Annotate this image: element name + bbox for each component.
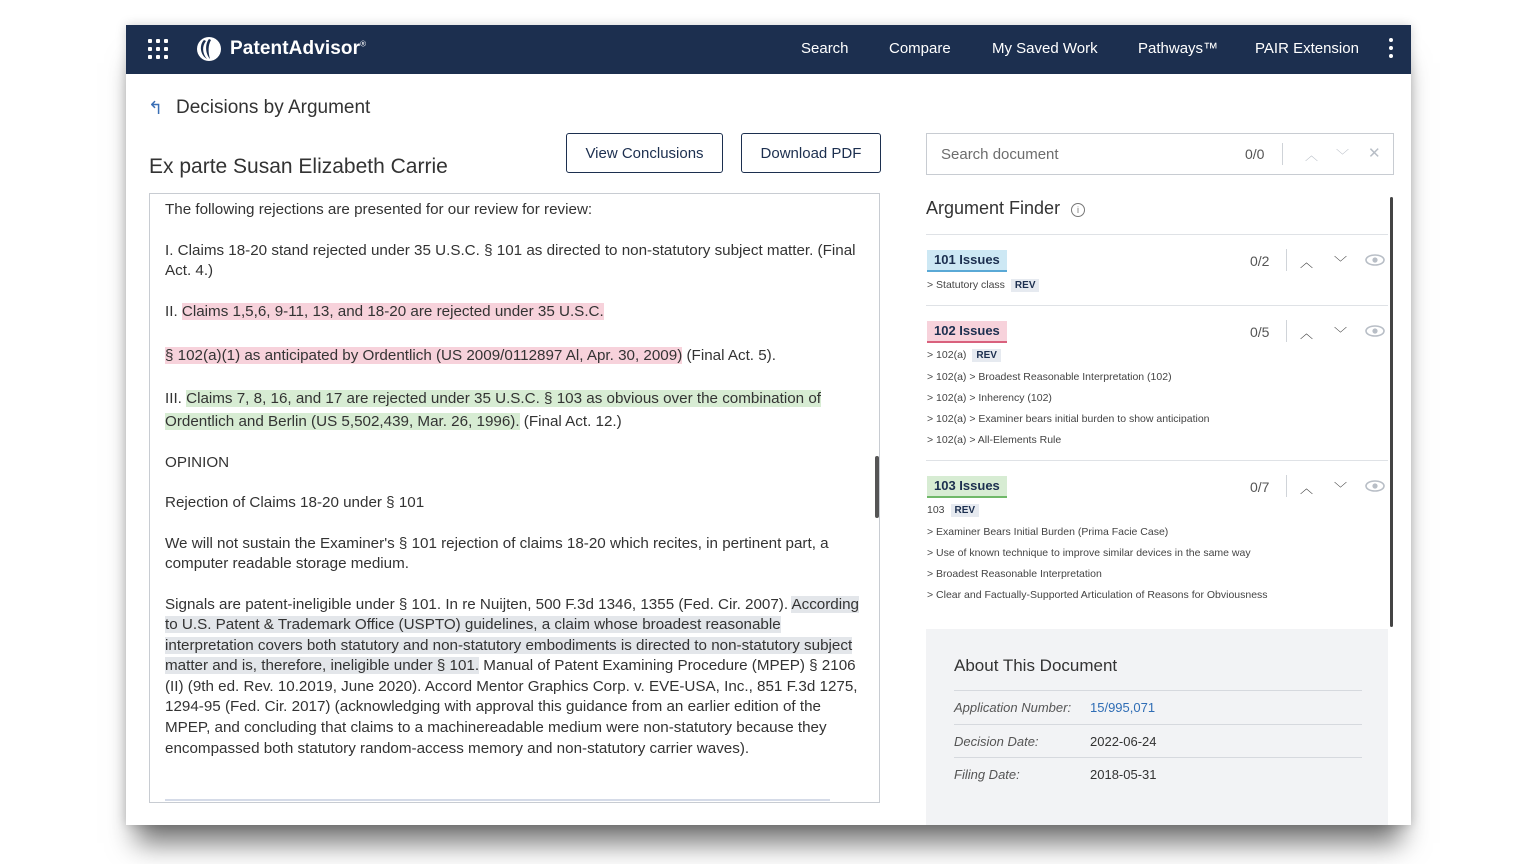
brand-registered-mark: ® <box>360 39 367 49</box>
argument-finder-scrollbar[interactable] <box>1390 197 1393 627</box>
back-arrow-icon[interactable]: ↰ <box>148 98 164 118</box>
doc-heading-opinion: OPINION <box>165 453 230 471</box>
search-document-box <box>926 133 1394 175</box>
issue-badge-102[interactable]: 102 Issues <box>927 321 1007 343</box>
filing-date-value: 2018-05-31 <box>1090 767 1157 782</box>
highlight-103[interactable]: Claims 7, 8, 16, and 17 are rejected under 35 U.S.C. § 103 as obvious over the combination of Ordentlich and Berlin (US 5,502,439, Mar. 26, 1996). <box>165 389 821 430</box>
next-match-icon[interactable]: ﹀ <box>1334 326 1348 341</box>
issue-count-101: 0/2 <box>1250 253 1270 269</box>
highlight-102[interactable]: § 102(a)(1) as anticipated by Ordentlich (US 2009/0112897 Al, Apr. 30, 2009) <box>165 347 683 364</box>
doc-text: (Final Act. 5). <box>682 347 776 364</box>
about-document-panel <box>926 629 1388 825</box>
top-nav-bar <box>126 25 1411 74</box>
document-viewer[interactable] <box>149 193 880 803</box>
issue-item[interactable]: > 102(a) > Inherency (102) <box>927 392 1052 404</box>
doc-paragraph: I. Claims 18-20 stand rejected under 35 U.S.C. § 101 as directed to non-statutory subject matter. (Final Act. 4.) <box>165 241 856 279</box>
eye-icon[interactable] <box>1365 254 1385 266</box>
rev-badge: REV <box>951 504 980 517</box>
highlight-101[interactable]: According to U.S. Patent & Trademark Office (USPTO) guidelines, a claim whose broadest reasonable interpretation covers both statutory and non-statutory embodiments is directed to non-statutory subject matter and is, therefore, ineligible under § 101. <box>165 595 860 675</box>
issue-item[interactable]: > Examiner Bears Initial Burden (Prima Facie Case) <box>927 526 1169 538</box>
patentadvisor-logo-icon <box>196 36 222 62</box>
document-text <box>165 200 865 759</box>
argument-finder-title: Argument Finder <box>926 198 1061 218</box>
prev-match-icon[interactable]: ︿ <box>1300 481 1314 496</box>
prev-match-icon[interactable]: ︿ <box>1300 255 1314 270</box>
decision-date-value: 2022-06-24 <box>1090 734 1157 749</box>
document-title: Ex parte Susan Elizabeth Carrie <box>149 155 448 178</box>
divider <box>165 799 830 801</box>
prev-match-icon[interactable]: ︿ <box>1300 326 1314 341</box>
issue-item[interactable] <box>927 349 1001 362</box>
info-icon[interactable]: i <box>1071 203 1085 217</box>
divider <box>1286 475 1287 497</box>
view-conclusions-button[interactable]: View Conclusions <box>566 133 723 173</box>
rev-badge: REV <box>972 349 1001 362</box>
brand-name[interactable] <box>230 38 366 60</box>
eye-icon[interactable] <box>1365 480 1385 492</box>
about-title: About This Document <box>954 656 1118 675</box>
issue-item[interactable]: > Use of known technique to improve similar devices in the same way <box>927 547 1251 559</box>
divider <box>1286 249 1287 271</box>
brand-text: PatentAdvisor <box>230 38 361 59</box>
next-match-icon[interactable]: ﹀ <box>1334 255 1348 270</box>
doc-paragraph: The following rejections are presented for our review for review: <box>165 201 593 218</box>
issue-count-102: 0/5 <box>1250 324 1270 340</box>
doc-text: Signals are patent-ineligible under § 101. In re Nuijten, 500 F.3d 1346, 1355 (Fed. Cir. 2007). <box>165 595 792 613</box>
search-document-input[interactable] <box>941 144 1221 164</box>
search-clear-icon[interactable]: ✕ <box>1368 145 1381 162</box>
doc-paragraph <box>165 595 865 760</box>
issue-item[interactable]: > 102(a) > Broadest Reasonable Interpretation (102) <box>927 371 1172 383</box>
issue-item[interactable] <box>927 504 979 517</box>
application-number-link[interactable]: 15/995,071 <box>1090 700 1156 715</box>
doc-text: Manual of Patent Examining Procedure (MPEP) § 2106 (II) (9th ed. Rev. 10.2019, June 2020). Accord Mentor Graphics Corp. v. EVE-USA, Inc., 851 F.3d 1275, 1294-95 (Fed. Cir. 2017) (acknowledging with approval this guidance from an earlier edition of the MPEP, and concluding that claims to a machinereadable medium were non-statutory because they encompassed both statutory random-access memory and non-statutory carrier waves). <box>165 657 858 757</box>
issue-item[interactable]: > 102(a) > All-Elements Rule <box>927 434 1062 446</box>
next-match-icon[interactable]: ﹀ <box>1334 481 1348 496</box>
issue-item[interactable]: > Broadest Reasonable Interpretation <box>927 568 1102 580</box>
doc-subheading: Rejection of Claims 18-20 under § 101 <box>165 494 425 511</box>
issue-item-label: 103 <box>927 504 945 516</box>
rev-badge: REV <box>1011 279 1040 292</box>
nav-pair-extension[interactable]: PAIR Extension <box>1255 40 1359 57</box>
issue-count-103: 0/7 <box>1250 479 1270 495</box>
download-pdf-button[interactable]: Download PDF <box>741 133 881 173</box>
divider <box>926 305 1388 306</box>
doc-text: (Final Act. 12.) <box>519 412 622 430</box>
divider <box>1282 143 1283 165</box>
issue-item[interactable]: > Clear and Factually-Supported Articulation of Reasons for Obviousness <box>927 589 1268 601</box>
nav-my-saved-work[interactable]: My Saved Work <box>992 40 1098 57</box>
eye-icon[interactable] <box>1365 325 1385 337</box>
document-scrollbar[interactable] <box>875 456 879 518</box>
doc-paragraph <box>165 302 865 323</box>
issue-item-label: > Statutory class <box>927 279 1005 291</box>
section-title: Decisions by Argument <box>176 97 371 118</box>
app-grid-icon[interactable] <box>148 39 168 59</box>
search-next-icon[interactable]: ﹀ <box>1336 148 1350 163</box>
divider <box>926 460 1388 461</box>
divider <box>926 234 1388 235</box>
highlight-102[interactable]: Claims 1,5,6, 9-11, 13, and 18-20 are rejected under 35 U.S.C. <box>181 302 604 320</box>
issue-item[interactable] <box>927 279 1039 292</box>
issue-badge-103[interactable]: 103 Issues <box>927 476 1007 498</box>
doc-paragraph: We will not sustain the Examiner's § 101 rejection of claims 18-20 which recites, in pertinent part, a computer readable storage medium. <box>165 534 829 572</box>
issue-item[interactable]: > 102(a) > Examiner bears initial burden to show anticipation <box>927 413 1210 425</box>
more-menu-icon[interactable] <box>1388 38 1394 60</box>
nav-pathways[interactable]: Pathways™ <box>1138 40 1219 57</box>
about-row-decision-date <box>954 724 1362 758</box>
about-row-filing-date <box>954 757 1362 791</box>
nav-search[interactable]: Search <box>801 40 849 57</box>
search-match-count: 0/0 <box>1245 146 1265 162</box>
nav-compare[interactable]: Compare <box>889 40 951 57</box>
about-label: Filing Date: <box>954 767 1020 782</box>
doc-text: II. <box>165 302 182 320</box>
about-row-application-number <box>954 690 1362 724</box>
about-label: Application Number: <box>954 700 1072 715</box>
issue-item-label: > 102(a) <box>927 349 967 361</box>
doc-paragraph <box>165 346 865 367</box>
doc-text: III. <box>165 389 187 407</box>
issue-badge-101[interactable]: 101 Issues <box>927 250 1007 272</box>
search-prev-icon[interactable]: ︿ <box>1305 148 1319 163</box>
app-window <box>126 25 1411 825</box>
divider <box>1286 320 1287 342</box>
doc-paragraph <box>165 387 865 433</box>
about-label: Decision Date: <box>954 734 1039 749</box>
